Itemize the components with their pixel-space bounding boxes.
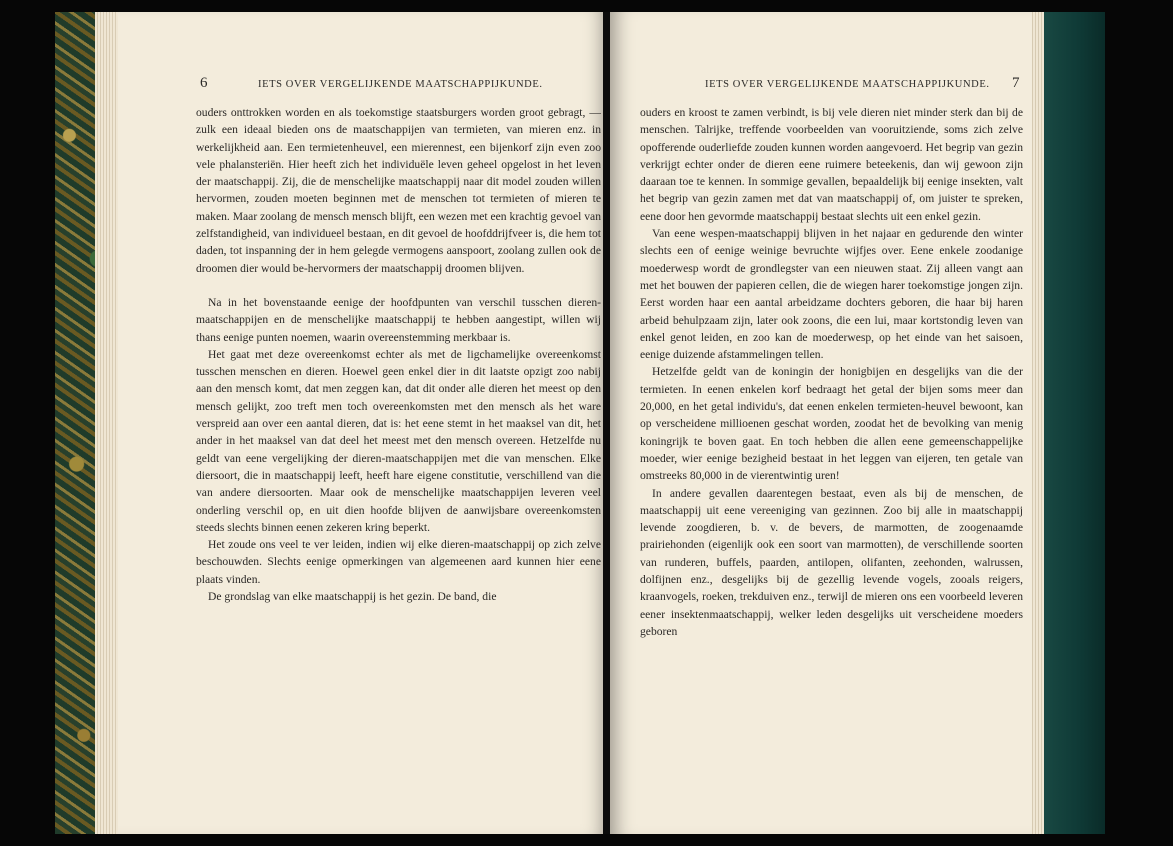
book-cover-back [1040,12,1105,834]
running-head: IETS OVER VERGELIJKENDE MAATSCHAPPIJKUNDE. [258,79,543,90]
page-number: 6 [200,75,208,91]
paragraph: Het zoude ons veel te ver leiden, indien wij elke dieren-maatschappij op zich zelve beschouwden. Slechts eenige opmerkingen van algemeenen aard kunnen hier eene plaats vinden. [196,538,601,586]
page-number: 7 [1012,75,1020,91]
body-text [640,104,1023,640]
paragraph: ouders onttrokken worden en als toekomstige staatsburgers worden groot gebragt, — zulk een ideaal bieden ons de maatschappijen van termieten, van mieren enz. in werkelijkheid aan. Een termietenheuvel, een mierennest, een bijenkorf zijn even zoo vele phalansteriën. Hier heeft zich het individuële leven geheel opgelost in het leven der maatschappij. Zij, die de menschelijke maatschappij naar dit model zouden willen hervormen, zouden moeten beginnen met de menschen tot termieten of mieren te maken. Maar zoolang de mensch mensch blijft, een wezen met een krachtig gevoel van zelfstandigheid, van individueel bestaan, en dit gevoel de hoofddrijfveer is, die hem tot daden, tot inspanning der in hem gelegde vermogens aanspoort, zoolang zullen ook de droomen dier would be-hervormers der maatschappij droomen blijven. [196,106,601,275]
page-stack-left [95,12,120,834]
paragraph: Na in het bovenstaande eenige der hoofdpunten van verschil tusschen dieren-maatschappijen en de menschelijke maatschappij te hebben aangestipt, willen wij thans eenige punten noemen, waarin overeenstemming merkbaar is. [196,295,601,344]
right-page [610,12,1032,834]
running-head: IETS OVER VERGELIJKENDE MAATSCHAPPIJKUNDE. [705,79,990,90]
body-text [196,104,601,605]
left-page [118,12,608,834]
paragraph: De grondslag van elke maatschappij is het gezin. De band, die [208,590,497,604]
paragraph: Hetzelfde geldt van de koningin der honigbijen en desgelijks van die der termieten. In eenen enkelen korf bedraagt het getal der bijen soms meer dan 20,000, en het getal individu's, dat eenen enkelen termieten-heuvel bewoont, kan op verscheidene millioenen geschat worden, zoodat het de bevolking van menig koningrijk te boven gaat. En toch hebben die allen eene gemeenschappelijke moeder, wier eenige bezigheid bestaat in het leggen van eijeren, ten getale van omstreeks 80,000 in de vierentwintig uren! [640,365,1023,483]
paragraph: Van eene wespen-maatschappij blijven in het najaar en gedurende den winter slechts een of eenige weinige bevruchte wijfjes over. Eene enkele zoodanige moederwesp wordt de grondlegster van een nieuwen staat. Zij alleen vangt aan met het bouwen der papieren cellen, die de wiegen harer toekomstige jongen zijn. Eerst worden haar een aantal arbeidzame dochters geboren, die haar bij haren arbeid behulpzaam zijn, later ook zoons, die een lui, maar kortstondig leven van enkel genot leiden, en zoo kan de moederwesp, op het einde van het saisoen, eenige duizende afstammelingen tellen. [640,227,1023,362]
page-stack-right [1030,12,1044,834]
paragraph: Het gaat met deze overeenkomst echter als met de ligchamelijke overeenkomst tusschen menschen en dieren. Hoewel geen enkel dier in dit laatste opzigt zoo nabij aan den mensch komt, dat men zeggen kan, dat dit onder alle dieren het meest op den mensch gelijkt, zoo treft men toch overeenkomsten met den mensch als het ware verspreid aan over een aantal dieren, dat is: het eene stemt in het maaksel van dit, het ander in het maaksel van dat deel het meest met den mensch overeen. Hetzelfde nu geldt van eene vergelijking der dieren-maatschappijen met die van menschen. Elke diersoort, die in maatschappij leeft, heeft hare eigene constitutie, verschillend van die van andere diersoorten. Maar ook de menschelijke maatschappijen leveren veel onderling verschil op, en uit dien hoofde blijven de aanwijsbare overeenkomsten steeds slechts binnen eenen zekeren kring beperkt. [196,347,601,534]
paragraph: ouders en kroost te zamen verbindt, is bij vele dieren niet minder sterk dan bij de menschen. Talrijke, treffende voorbeelden van vooruitziende, soms zich zelve opofferende ouderliefde zouden kunnen worden aangevoerd. Het begrip van gezin verkrijgt echter onder de dieren eene ruimere beteekenis, dan wij gewoon zijn daaraan toe te kennen. In sommige gevallen, bepaaldelijk bij eenige insekten, valt het begrip van gezin zamen met dat van maatschappij of, om juister te spreken, eene door hen gevormde maatschappij bestaat slechts uit een enkel gezin. [640,106,1023,223]
paragraph: In andere gevallen daarentegen bestaat, even als bij de menschen, de maatschappij uit eene vereeniging van gezinnen. Zoo bij alle in maatschappij levende zoogdieren, b. v. de bevers, de marmotten, de zoogenaamde prairiehonden (eigenlijk ook een soort van marmotten), de verschillende soorten van runderen, buffels, paarden, antilopen, olifanten, zeehonden, walrussen, dolfijnen enz., desgelijks bij de gezellig levende vogels, zooals reigers, kraanvogels, roeken, trekduiven enz., terwijl de mieren ons een voorbeeld leveren eener insektenmaatschappij, welker leden desgelijks uit verscheidene moeders geboren [640,486,1023,638]
